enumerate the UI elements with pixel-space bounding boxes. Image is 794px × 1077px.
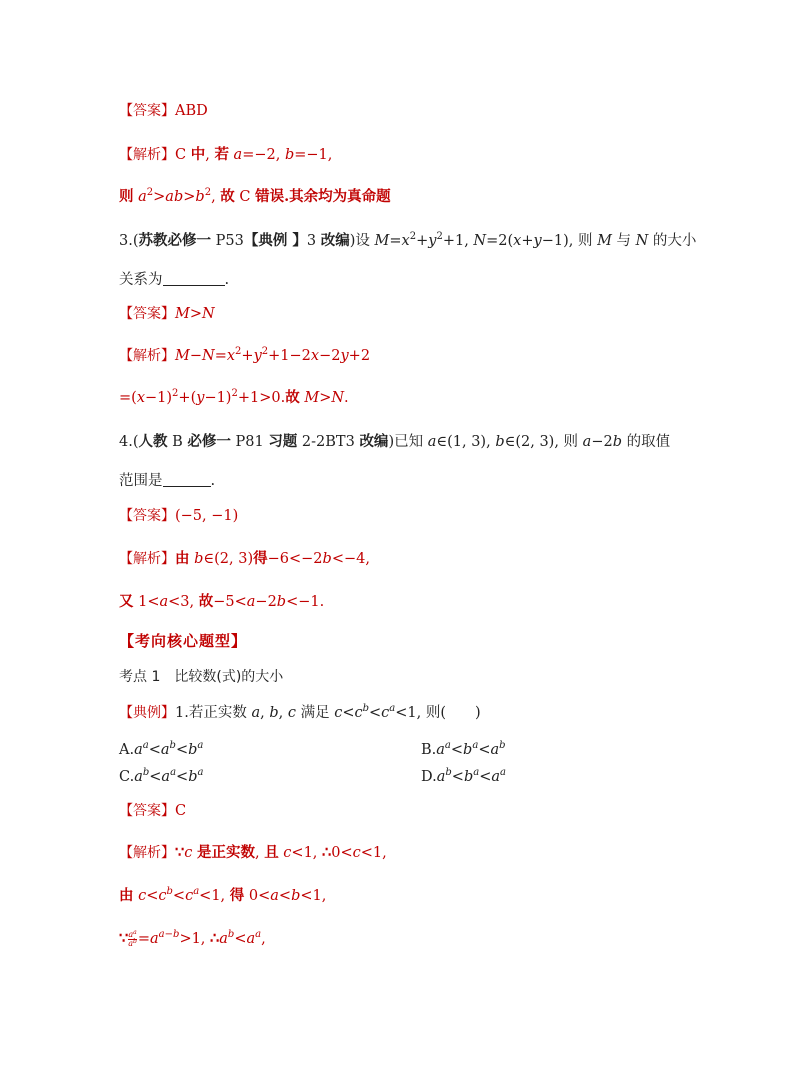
answer-blank <box>163 271 225 286</box>
analysis-line-ex1b: 由 $c<c^b<c^a<1$, 得 0<a<b<1, <box>119 886 327 904</box>
topic-title: 考点 1 比较数(式)的大小 <box>119 669 284 685</box>
analysis-label: 【解析】 <box>119 845 175 861</box>
analysis-line-3a: 【解析】$M-N=x^2+y^2+1-2x-2y+2$ <box>119 346 371 364</box>
answer-label: 【答案】 <box>119 508 175 524</box>
example-1-stem: 【典例】1.若正实数 a, b, c 满足 $c<c^b<c^a<1$, 则( ) <box>119 703 481 721</box>
analysis-line-ex1c: ∵ $\frac{a^a}{a^b}$ $=a^{a-b}>1$, $\therefore a^b<a^a$, <box>119 928 266 948</box>
analysis-line-3b: $=(x-1)^2+(y-1)^2+1>0$.故 M>N. <box>119 388 349 406</box>
analysis-line-1b: 则 $a^2>ab>b^2$, 故 C 错误.其余均为真命题 <box>119 187 391 205</box>
analysis-line-1a: 【解析】C 中, 若 a=−2, b=−1, <box>119 146 333 163</box>
answer-line-1 <box>119 101 208 121</box>
analysis-label: 【解析】 <box>119 348 175 364</box>
answer-line-ex1 <box>119 801 186 821</box>
analysis-line-4b: 又 1<a<3, 故−5<a−2b<−1. <box>119 593 325 610</box>
answer-value: C <box>175 803 187 819</box>
answer-line-4 <box>119 506 238 526</box>
answer-value: (−5, −1) <box>175 508 239 524</box>
answer-blank <box>163 472 211 487</box>
answer-line-3 <box>119 304 215 324</box>
options-row-1 <box>119 740 203 760</box>
analysis-line-4a: 【解析】由 b∈(2, 3)得−6<−2b<−4, <box>119 550 370 567</box>
option-c[interactable]: $C.a^b<a^a<b^a$ <box>119 767 204 785</box>
question-3-line-1: 3.(苏教必修一 P53【典例 】3 改编)设 $M=x^2+y^2+1$, N=2(x+y−1), 则 M 与 N 的大小 <box>119 231 697 249</box>
option-b[interactable]: $B.a^a<b^a<a^b$ <box>421 740 506 758</box>
answer-label: 【答案】 <box>119 306 175 322</box>
analysis-line-ex1a: 【解析】∵c 是正实数, 且 c<1, ∴0<c<1, <box>119 844 387 861</box>
analysis-label: 【解析】 <box>119 147 175 163</box>
question-4-line-2: 范围是 . <box>119 473 216 489</box>
option-d[interactable]: $D.a^b<b^a<a^a$ <box>421 767 506 785</box>
question-3-line-2: 关系为 . <box>119 272 230 288</box>
section-heading: 【考向核心题型】 <box>119 632 248 650</box>
answer-label: 【答案】 <box>119 803 175 819</box>
example-label: 【典例】 <box>119 705 175 721</box>
analysis-label: 【解析】 <box>119 551 175 567</box>
answer-value: ABD <box>175 103 208 119</box>
answer-label: 【答案】 <box>119 103 175 119</box>
option-a[interactable]: $A.a^a<a^b<b^a$ <box>119 740 204 758</box>
question-4-line-1: 4.(人教 B 必修一 P81 习题 2-2BT3 改编)已知 a∈(1, 3), b∈(2, 3), 则 a−2b 的取值 <box>119 433 671 450</box>
answer-value: M>N <box>175 306 215 322</box>
fraction: $\frac{a^a}{a^b}$ <box>128 928 137 948</box>
